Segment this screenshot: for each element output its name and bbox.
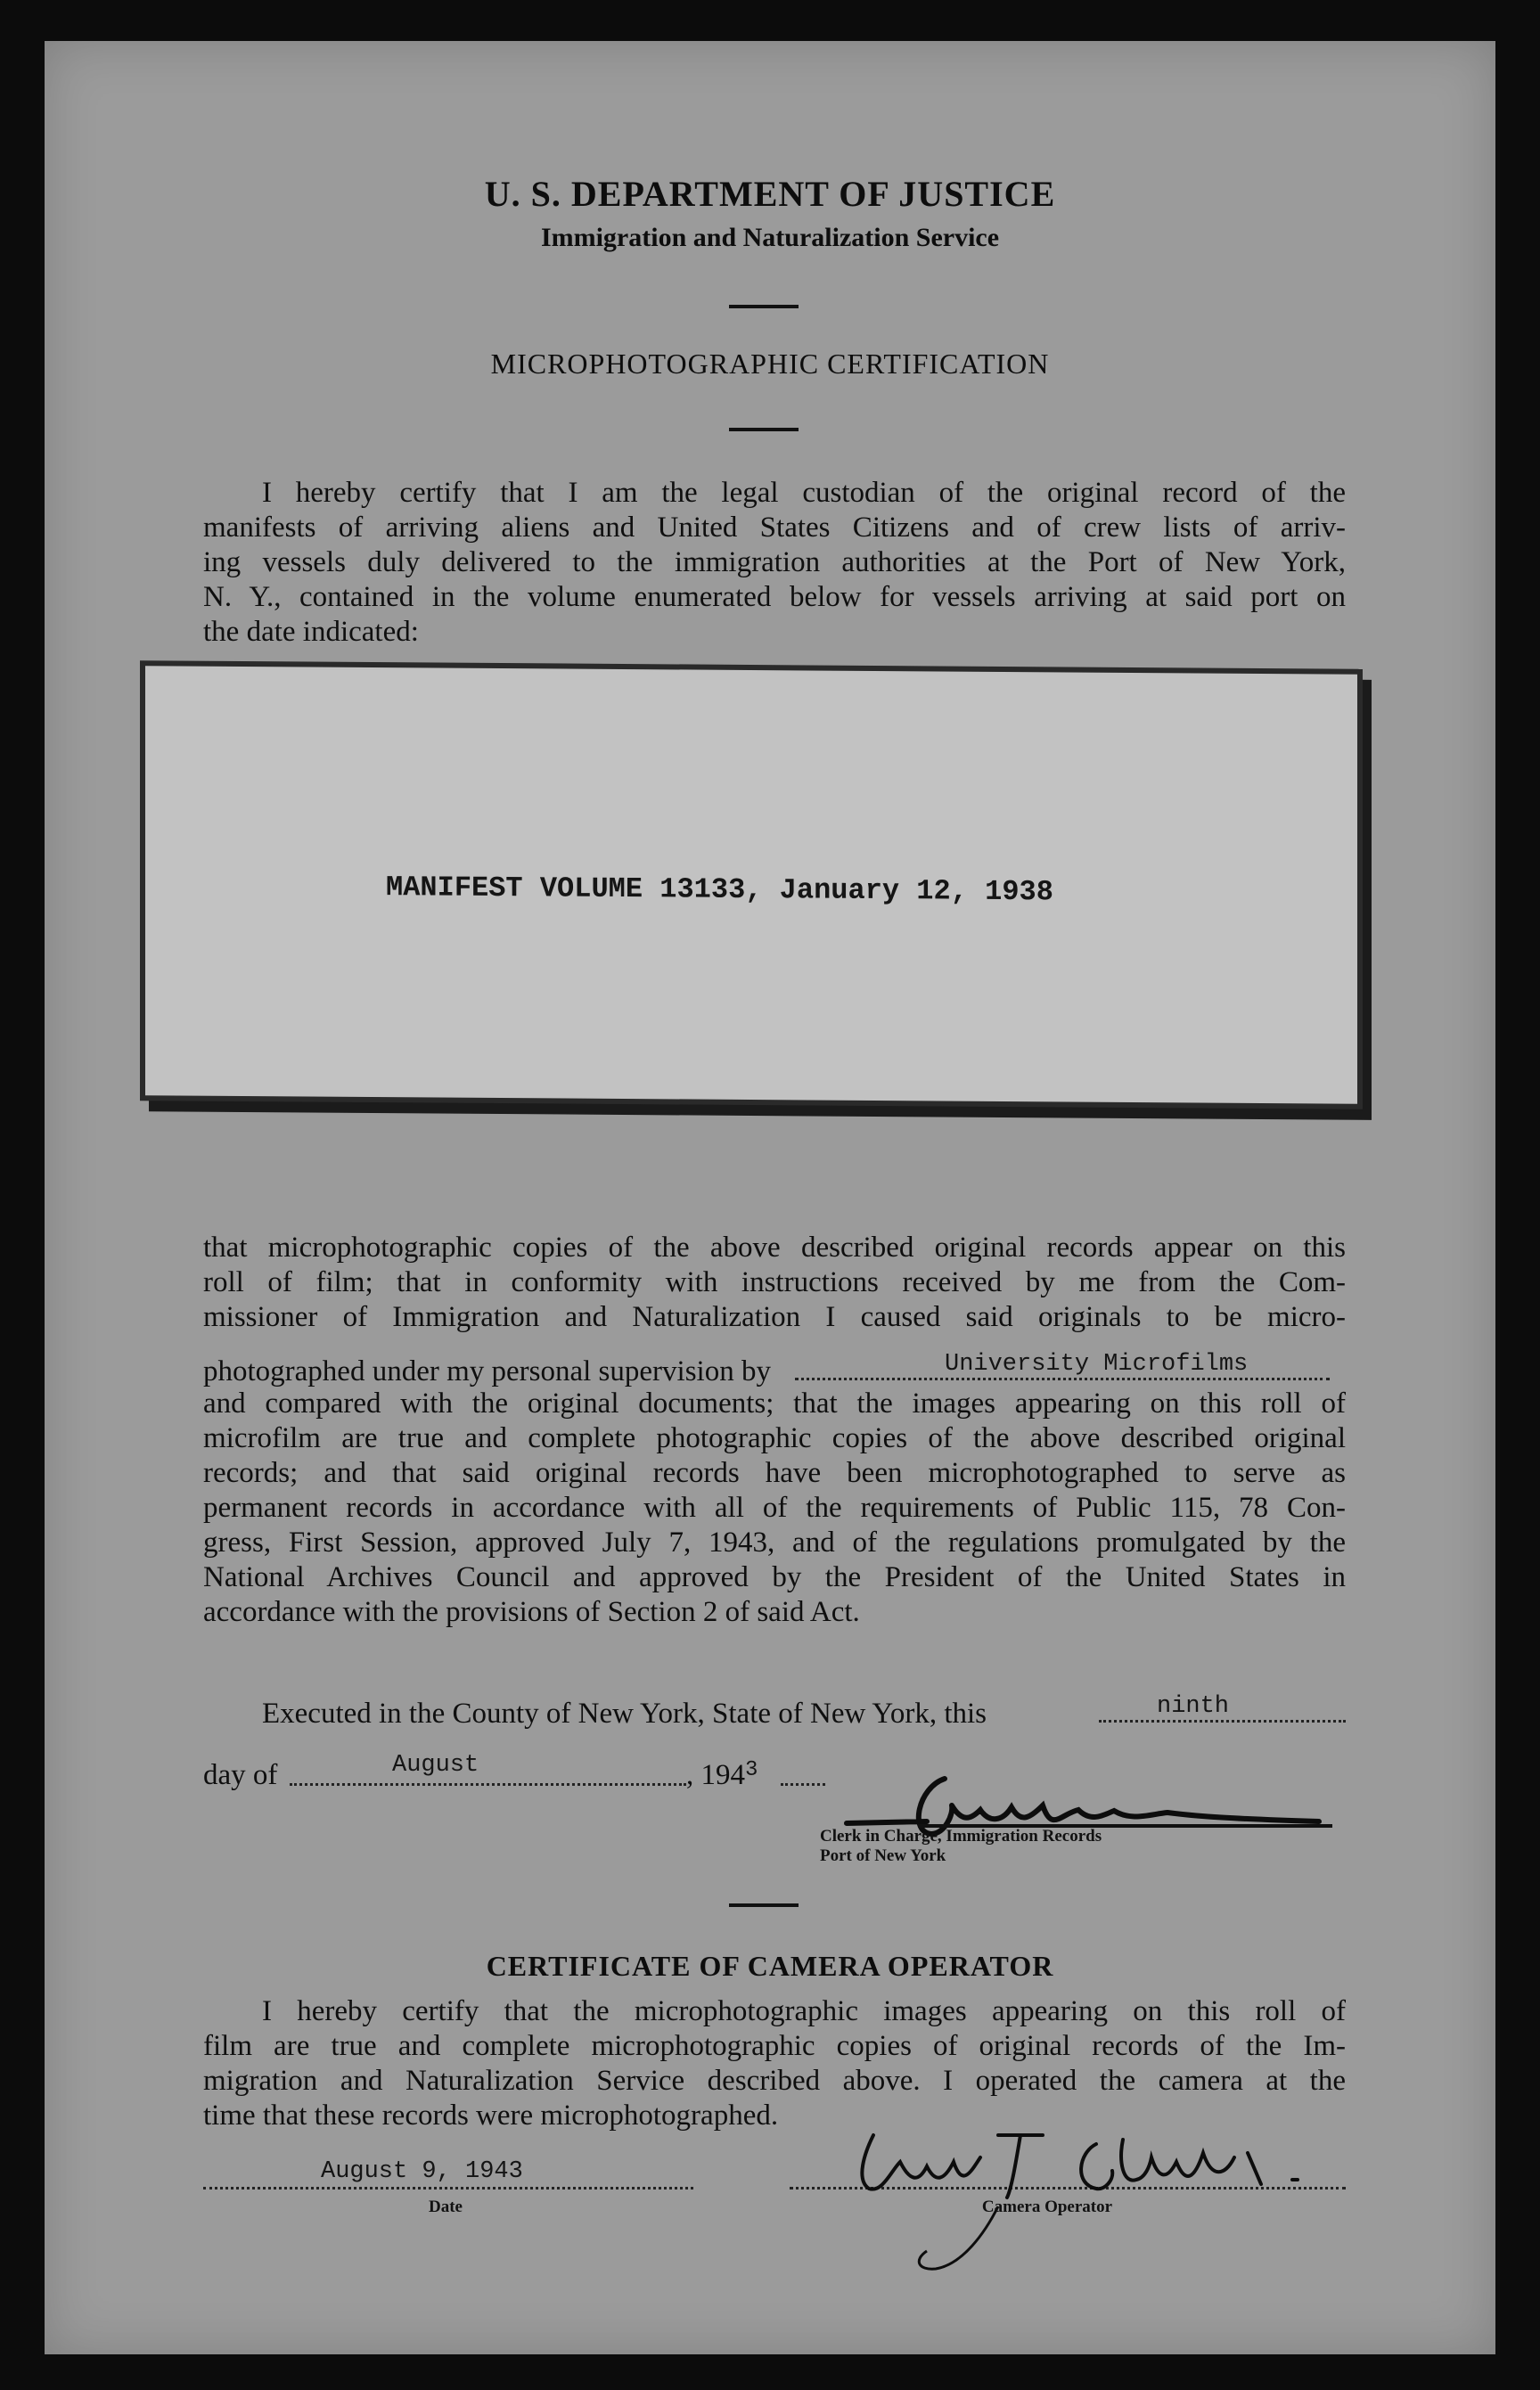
clerk-title-line: Clerk in Charge, Immigration Records [820,1827,1102,1846]
supervision-prefix: photographed under my personal supervision by [203,1355,771,1387]
intro-paragraph [203,476,1346,650]
day-value: ninth [1157,1693,1230,1720]
paragraph-line: time that these records were microphotographed. [203,2099,779,2132]
body-paragraph-continued [203,1387,1346,1630]
paragraph-line: missioner of Immigration and Naturalization I caused said originals to be micro- [203,1301,1346,1333]
executed-line [262,1697,987,1731]
supervisor-fill-line [795,1378,1330,1380]
operator-certificate-title: CERTIFICATE OF CAMERA OPERATOR [486,1950,1054,1982]
year-fill-line [781,1783,825,1786]
paragraph-line: ing vessels duly delivered to the immigration authorities at the Port of New York, [203,546,1346,578]
paragraph-line: gress, First Session, approved July 7, 1943, and of the regulations promulgated by the [203,1526,1346,1559]
divider [729,1903,799,1907]
paragraph-line: I hereby certify that I am the legal custodian of the original record of the [262,477,1346,509]
clerk-title [820,1827,1102,1866]
clerk-title-line: Port of New York [820,1846,946,1865]
year-prefix: , 194 [686,1759,745,1791]
date-fill-line [203,2187,693,2189]
month-fill-line [290,1783,686,1786]
paragraph-line: accordance with the provisions of Section 2 of said Act. [203,1596,860,1628]
manifest-volume-text: MANIFEST VOLUME 13133, January 12, 1938 [386,871,1053,909]
day-of-label: day of [203,1759,278,1791]
paragraph-line: records; and that said original records have been microphotographed to serve as [203,1457,1346,1489]
date-label: Date [429,2198,463,2216]
certificate-sheet [45,41,1495,2354]
paragraph-line: migration and Naturalization Service described above. I operated the camera at the [203,2065,1346,2097]
month-value: August [392,1752,479,1779]
paragraph-line: microfilm are true and complete photographic copies of the above described original [203,1422,1346,1454]
divider [729,428,799,431]
executed-prefix: Executed in the County of New York, State of New York, this [262,1698,987,1730]
paragraph-line: the date indicated: [203,616,419,648]
agency-heading: U. S. DEPARTMENT OF JUSTICE [484,174,1056,214]
divider [729,305,799,308]
paragraph-line: I hereby certify that the microphotographic images appearing on this roll of [262,1995,1346,2027]
operator-paragraph [203,1994,1346,2133]
year-text [686,1758,758,1797]
service-subheading: Immigration and Naturalization Service [540,223,1000,252]
paragraph-line: roll of film; that in conformity with instructions received by me from the Com- [203,1266,1346,1298]
manifest-volume-card [145,666,1357,1103]
year-digit: 3 [745,1758,758,1782]
paragraph-line: film are true and complete microphotographic copies of original records of the Im- [203,2030,1346,2062]
supervisor-value: University Microfilms [945,1351,1249,1378]
paragraph-line: National Archives Council and approved by the President of the United States in [203,1561,1346,1593]
day-fill-line [1099,1720,1346,1723]
paragraph-line: that microphotographic copies of the above described original records appear on this [203,1232,1346,1264]
date-value: August 9, 1943 [321,2158,523,2185]
paragraph-line: and compared with the original documents; that the images appearing on this roll of [203,1387,1346,1420]
paragraph-line: N. Y., contained in the volume enumerated below for vessels arriving at said port on [203,581,1346,613]
paragraph-line: manifests of arriving aliens and United States Citizens and of crew lists of arriv- [203,512,1346,544]
camera-operator-label: Camera Operator [981,2198,1113,2216]
certification-title: MICROPHOTOGRAPHIC CERTIFICATION [490,348,1050,380]
paragraph-line: permanent records in accordance with all of the requirements of Public 115, 78 Con- [203,1492,1346,1524]
body-paragraph [203,1231,1346,1335]
